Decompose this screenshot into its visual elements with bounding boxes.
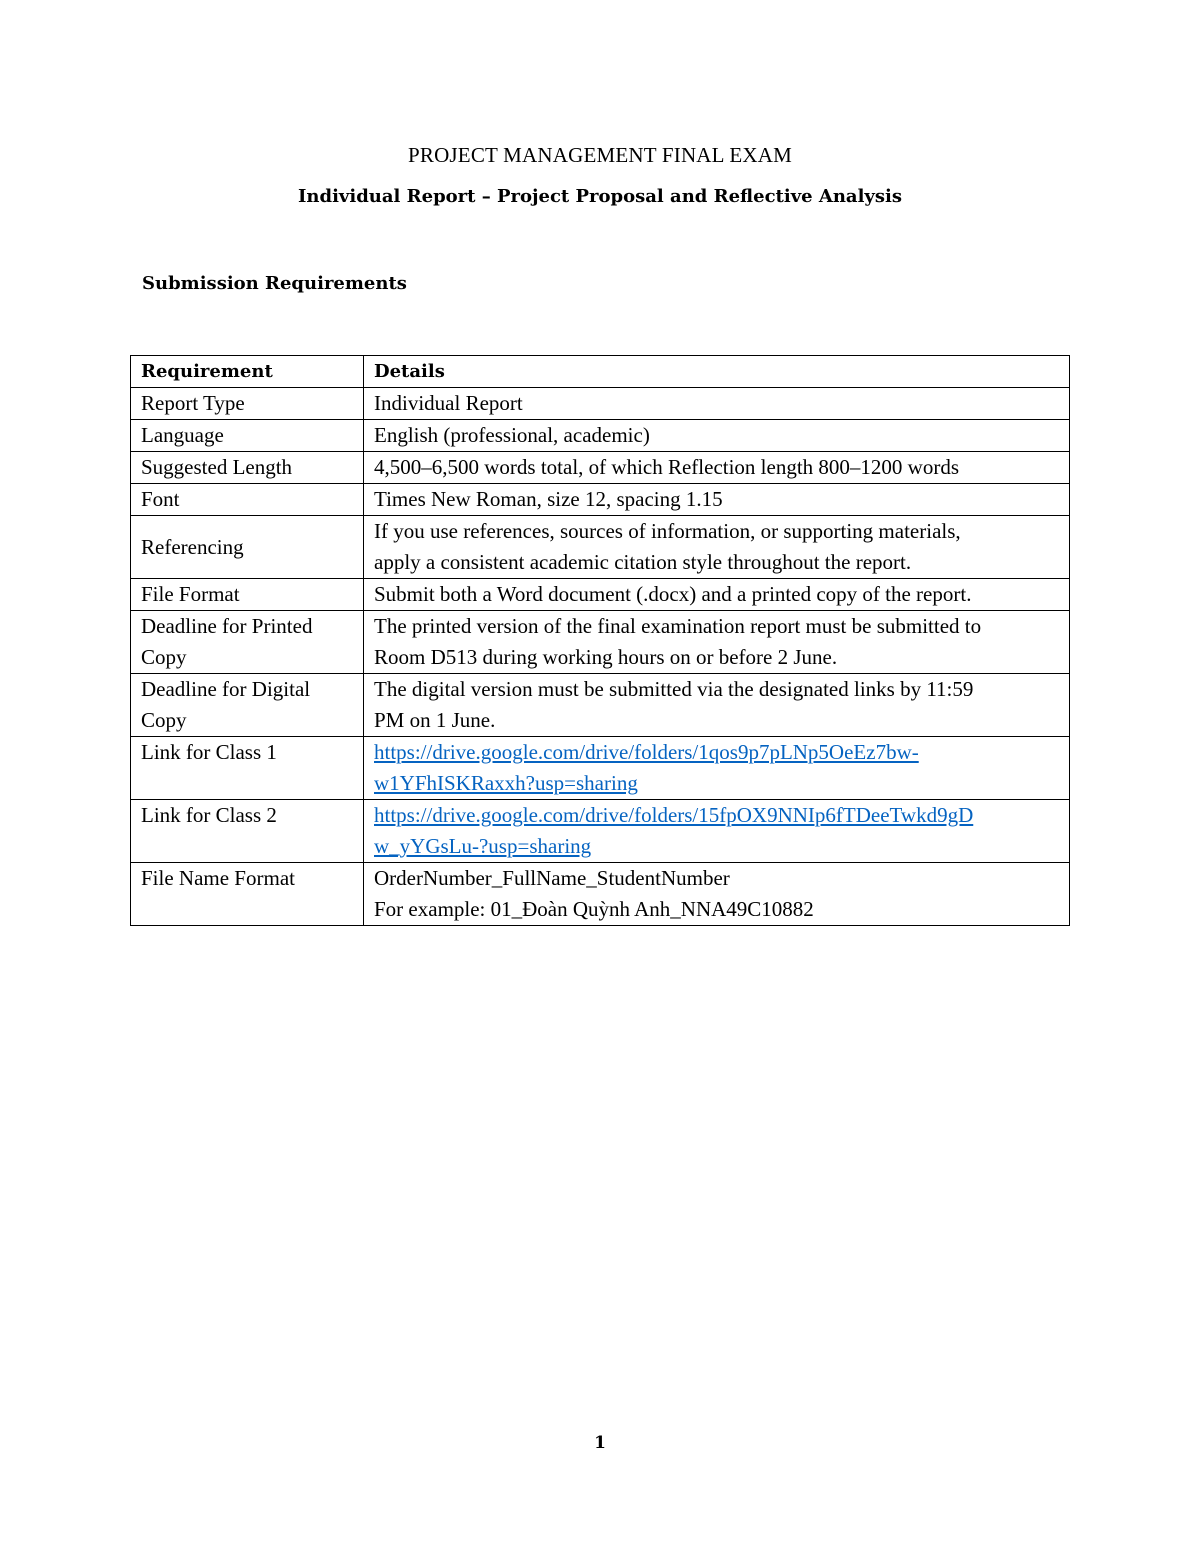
details-text: English (professional, academic) — [374, 423, 650, 447]
table-header-row — [131, 356, 1070, 388]
table-row — [131, 420, 1070, 452]
requirement-text: Referencing — [141, 534, 244, 559]
link-text: w_yYGsLu-?usp=sharing — [374, 834, 592, 858]
requirement-text: Deadline for Digital — [141, 677, 311, 701]
details-cell — [364, 484, 1070, 516]
table-row — [131, 800, 1070, 863]
class-1-drive-link[interactable] — [374, 737, 1059, 799]
details-text: apply a consistent academic citation style throughout the report. — [374, 550, 912, 574]
page-number: 1 — [594, 1433, 606, 1453]
requirement-text: Language — [141, 423, 224, 447]
details-text: Room D513 during working hours on or before 2 June. — [374, 645, 838, 669]
requirement-text: Deadline for Printed — [141, 614, 313, 638]
requirement-text: Report Type — [141, 391, 245, 415]
table-row — [131, 388, 1070, 420]
requirement-cell — [131, 388, 364, 420]
table-row — [131, 863, 1070, 926]
details-text: The printed version of the final examination report must be submitted to — [374, 614, 982, 638]
requirement-cell — [131, 674, 364, 737]
details-text: Times New Roman, size 12, spacing 1.15 — [374, 487, 723, 511]
details-text: For example: 01_Đoàn Quỳnh Anh_NNA49C10882 — [374, 897, 814, 921]
requirement-text: File Format — [141, 582, 240, 606]
details-cell — [364, 737, 1070, 800]
requirement-text: Font — [141, 487, 180, 511]
table-row — [131, 579, 1070, 611]
details-cell — [364, 388, 1070, 420]
table-row — [131, 484, 1070, 516]
page-subtitle: Individual Report – Project Proposal and Reflective Analysis — [297, 186, 902, 207]
requirement-text: Copy — [141, 708, 187, 732]
requirement-cell — [131, 420, 364, 452]
class-2-drive-link[interactable] — [374, 800, 1059, 862]
details-cell — [364, 579, 1070, 611]
table-row — [131, 516, 1070, 579]
link-text: w1YFhISKRaxxh?usp=sharing — [374, 771, 638, 795]
table-row — [131, 737, 1070, 800]
page-title: PROJECT MANAGEMENT FINAL EXAM — [407, 143, 792, 167]
requirement-text: Suggested Length — [141, 455, 293, 479]
details-text: Submit both a Word document (.docx) and a printed copy of the report. — [374, 582, 972, 606]
details-text: OrderNumber_FullName_StudentNumber — [374, 866, 730, 890]
table-row — [131, 674, 1070, 737]
details-cell — [364, 516, 1070, 579]
requirement-cell — [131, 611, 364, 674]
requirement-cell — [131, 737, 364, 800]
details-cell — [364, 420, 1070, 452]
requirement-text: Link for Class 2 — [141, 803, 277, 827]
requirement-cell — [131, 800, 364, 863]
section-heading: Submission Requirements — [142, 273, 407, 294]
details-cell — [364, 800, 1070, 863]
link-text: https://drive.google.com/drive/folders/15fpOX9NNIp6fTDeeTwkd9gD — [374, 803, 974, 827]
details-cell — [364, 863, 1070, 926]
details-text: PM on 1 June. — [374, 708, 496, 732]
column-header-details: Details — [364, 356, 1070, 388]
requirement-text: File Name Format — [141, 866, 295, 890]
details-cell — [364, 611, 1070, 674]
requirement-cell — [131, 516, 364, 579]
requirement-text: Link for Class 1 — [141, 740, 277, 764]
details-cell — [364, 674, 1070, 737]
requirement-cell — [131, 579, 364, 611]
details-text: The digital version must be submitted via the designated links by 11:59 — [374, 677, 974, 701]
link-text: https://drive.google.com/drive/folders/1qos9p7pLNp5OeEz7bw- — [374, 740, 919, 764]
details-text: 4,500–6,500 words total, of which Reflection length 800–1200 words — [374, 455, 960, 479]
requirements-table — [130, 355, 1070, 926]
requirement-text: Copy — [141, 645, 187, 669]
details-cell — [364, 452, 1070, 484]
table-row — [131, 452, 1070, 484]
table-row — [131, 611, 1070, 674]
requirement-cell — [131, 863, 364, 926]
column-header-requirement: Requirement — [131, 356, 364, 388]
requirement-cell — [131, 484, 364, 516]
requirement-cell — [131, 452, 364, 484]
details-text: If you use references, sources of information, or supporting materials, — [374, 519, 961, 543]
details-text: Individual Report — [374, 391, 523, 415]
